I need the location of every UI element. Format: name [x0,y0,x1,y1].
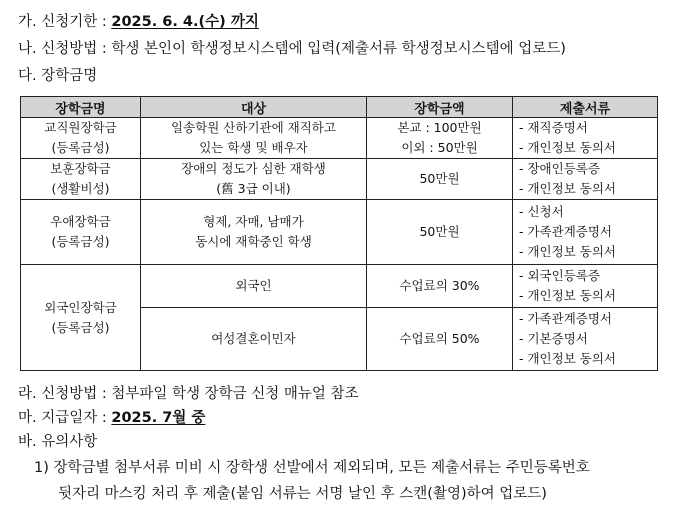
cell-amount [367,200,513,265]
cell-text: 장애의 정도가 심한 재학생 [181,161,326,176]
cell-name [21,200,141,265]
table-row [21,265,658,308]
cell-docs [513,308,658,371]
cell-text: 수업료의 50% [399,331,480,346]
cell-target [141,118,367,159]
scholarship-table [20,96,658,371]
cell-text: 형제, 자매, 남매가 [203,214,304,229]
cell-target [141,308,367,371]
cell-text: - 가족관계증명서 [519,311,613,326]
cell-text: - 개인정보 동의서 [519,351,616,366]
notes-heading: 바. 유의사항 [18,434,98,450]
cell-text: 50만원 [419,224,460,239]
cell-text: - 개인정보 동의서 [519,140,616,155]
cell-text: - 가족관계증명서 [519,224,613,239]
cell-text: - 외국인등록증 [519,268,600,283]
table-row [21,118,658,159]
cell-text: - 개인정보 동의서 [519,244,616,259]
cell-text: - 신청서 [519,204,564,219]
cell-text: 외국인장학금 [44,299,117,315]
note-1: 1) 장학금별 첨부서류 미비 시 장학생 선발에서 제외되며, 모든 제출서류는 주민등록번호 [34,460,590,476]
cell-docs [513,200,658,265]
cell-name [21,159,141,200]
cell-text: 50만원 [419,171,460,186]
cell-text: - 장애인등록증 [519,161,600,176]
cell-docs [513,159,658,200]
table-row [21,159,658,200]
cell-text: (등록금성) [51,140,110,155]
header-name: 장학금명 [21,97,141,118]
cell-amount [367,159,513,200]
header-docs: 제출서류 [513,97,658,118]
cell-text: 있는 학생 및 배우자 [199,140,308,155]
cell-name [21,118,141,159]
cell-text: 우애장학금 [50,214,111,229]
cell-text: 동시에 재학중인 학생 [195,234,312,249]
cell-text: - 개인정보 동의서 [519,181,616,196]
cell-amount [367,308,513,371]
cell-text: 수업료의 30% [399,278,480,293]
cell-text: (등록금성) [51,234,110,249]
table-row [21,200,658,265]
cell-text: (등록금성) [51,319,110,335]
cell-text: 여성결혼이민자 [211,331,296,346]
cell-text: (舊 3급 이내) [216,181,291,196]
deadline-value: 2025. 6. 4.(수) 까지 [111,14,259,30]
header-target: 대상 [141,97,367,118]
cell-text: 이외 : 50만원 [401,140,478,155]
deadline-line [18,12,259,32]
header-amount: 장학금액 [367,97,513,118]
note-1-continued: 뒷자리 마스킹 처리 후 제출(붙임 서류는 서명 날인 후 스캔(촬영)하여 업로드) [58,486,547,502]
cell-text: 일송학원 산하기관에 재직하고 [171,120,336,135]
cell-text: 본교 : 100만원 [397,120,482,135]
deadline-label: 가. 신청기한 : [18,14,112,30]
cell-target [141,200,367,265]
cell-amount [367,265,513,308]
cell-text: (생활비성) [51,181,110,196]
cell-target [141,265,367,308]
pay-date-line [18,408,205,428]
cell-text: 교직원장학금 [44,120,117,135]
cell-text: - 개인정보 동의서 [519,288,616,303]
cell-target [141,159,367,200]
cell-text: 외국인 [235,278,272,293]
method-line: 나. 신청방법 : 학생 본인이 학생정보시스템에 입력(제출서류 학생정보시스템에 업로드) [18,41,566,57]
cell-name [21,265,141,371]
cell-text: - 재직증명서 [519,120,588,135]
scholarship-heading: 다. 장학금명 [18,68,98,84]
pay-date-label: 마. 지급일자 : [18,410,112,426]
pay-date-value: 2025. 7월 중 [111,410,206,426]
apply-method-line: 라. 신청방법 : 첨부파일 학생 장학금 신청 매뉴얼 참조 [18,386,359,402]
cell-amount [367,118,513,159]
cell-text: - 기본증명서 [519,331,588,346]
cell-docs [513,265,658,308]
cell-docs [513,118,658,159]
table-header-row [21,97,658,118]
cell-text: 보훈장학금 [50,161,111,176]
